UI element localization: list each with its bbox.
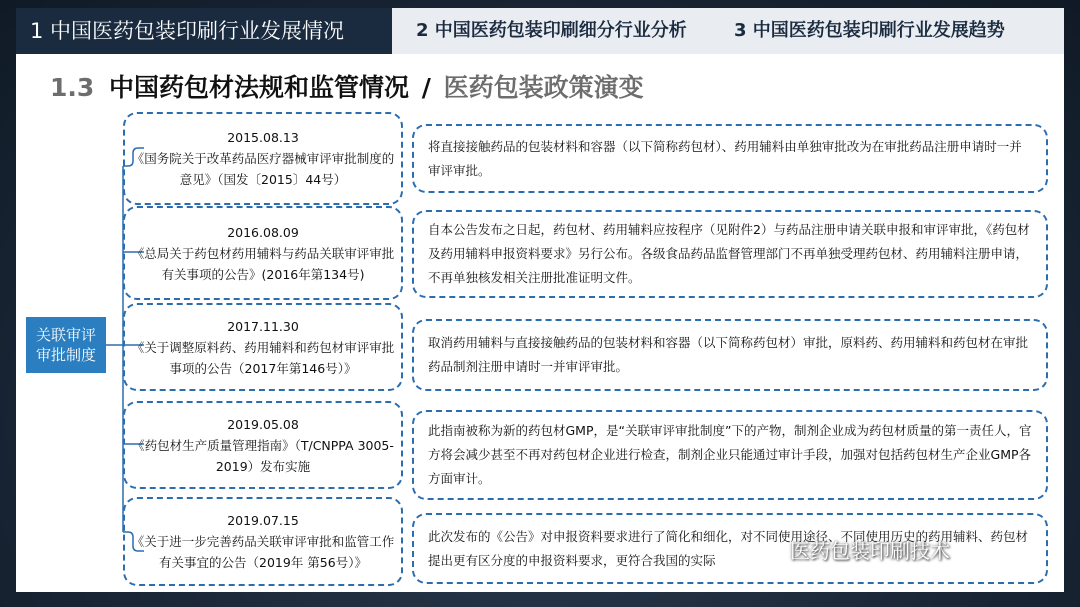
policy-desc-card-1 <box>412 124 1048 193</box>
title-sub: 医药包装政策演变 <box>443 73 644 102</box>
title-main: 中国药包材法规和监管情况 <box>109 73 410 102</box>
tab-industry-status[interactable]: 1 中国医药包装印刷行业发展情况 <box>16 8 392 54</box>
policy-doc-card-3 <box>123 303 403 391</box>
wechat-icon <box>760 540 786 566</box>
policy-date: 2016.08.09 <box>227 224 299 240</box>
policy-doc-card-2 <box>123 206 403 300</box>
policy-doc-title: 《关于进一步完善药品关联审评审批和监管工作有关事宜的公告（2019年 第56号）》 <box>131 534 395 570</box>
policy-doc-title: 《关于调整原料药、药用辅料和药包材审评审批事项的公告（2017年第146号）》 <box>131 339 395 376</box>
policy-description: 将直接接触药品的包装材料和容器（以下简称药包材）、药用辅料由单独审批改为在审批药品注册申请时一并审评审批。 <box>428 138 1022 178</box>
policy-description: 此指南被称为新的药包材GMP，是“关联审评审批制度”下的产物，制剂企业成为药包材质量的第一责任人，官方将会减少甚至不再对药包材企业进行检查，制剂企业只能通过审计手段，加强对包括药包材生产企业GMP各方面审计。 <box>428 423 1032 486</box>
policy-doc-title: 《国务院关于改革药品医疗器械审评审批制度的意见》（国发〔2015〕44号） <box>131 151 395 187</box>
policy-date: 2015.08.13 <box>227 130 299 145</box>
side-label-line1: 关联审评 <box>35 326 96 344</box>
title-number: 1.3 <box>50 73 95 102</box>
policy-doc-card-1 <box>123 112 403 205</box>
policy-description: 自本公告发布之日起，药包材、药用辅料应按程序（见附件2）与药品注册申请关联申报和审评审批，《药包材及药用辅料申报资料要求》另行公布。各级食品药品监督管理部门不再单独受理药包材、药用辅料注册申请，不再单独核发相关注册批准证明文件。 <box>428 222 1030 285</box>
side-label-box <box>26 317 106 373</box>
policy-date: 2019.07.15 <box>227 513 299 528</box>
side-label-line2: 审批制度 <box>35 346 96 364</box>
watermark <box>760 536 950 566</box>
policy-doc-title: 《药包材生产质量管理指南》（T/CNPPA 3005-2019）发布实施 <box>132 437 394 474</box>
policy-desc-card-4 <box>412 410 1048 500</box>
title-separator: / <box>421 73 431 102</box>
policy-description: 此次发布的《公告》对申报资料要求进行了简化和细化，对不同使用途径、不同使用历史的药用辅料、药包材提出更有区分度的申报资料要求，更符合我国的实际 <box>428 528 1029 568</box>
watermark-text: 医药包装印刷技术 <box>790 539 950 563</box>
policy-doc-title: 《总局关于药包材药用辅料与药品关联审评审批有关事项的公告》(2016年第134号) <box>131 245 395 282</box>
tab-segment-analysis[interactable]: 2 中国医药包装印刷细分行业分析 <box>416 20 687 41</box>
policy-date: 2019.05.08 <box>227 416 299 432</box>
slide <box>16 8 1064 592</box>
tab-industry-trends[interactable]: 3 中国医药包装印刷行业发展趋势 <box>734 20 1005 41</box>
policy-doc-card-4 <box>123 401 403 489</box>
policy-desc-card-2 <box>412 210 1048 298</box>
policy-desc-card-3 <box>412 319 1048 391</box>
tab-bar <box>16 8 1064 54</box>
policy-description: 取消药用辅料与直接接触药品的包装材料和容器（以下简称药包材）审批，原料药、药用辅料和药包材在审批药品制剂注册申请时一并审评审批。 <box>428 335 1029 374</box>
policy-date: 2017.11.30 <box>227 318 299 334</box>
policy-desc-card-5 <box>412 513 1048 584</box>
policy-doc-card-5 <box>123 497 403 586</box>
